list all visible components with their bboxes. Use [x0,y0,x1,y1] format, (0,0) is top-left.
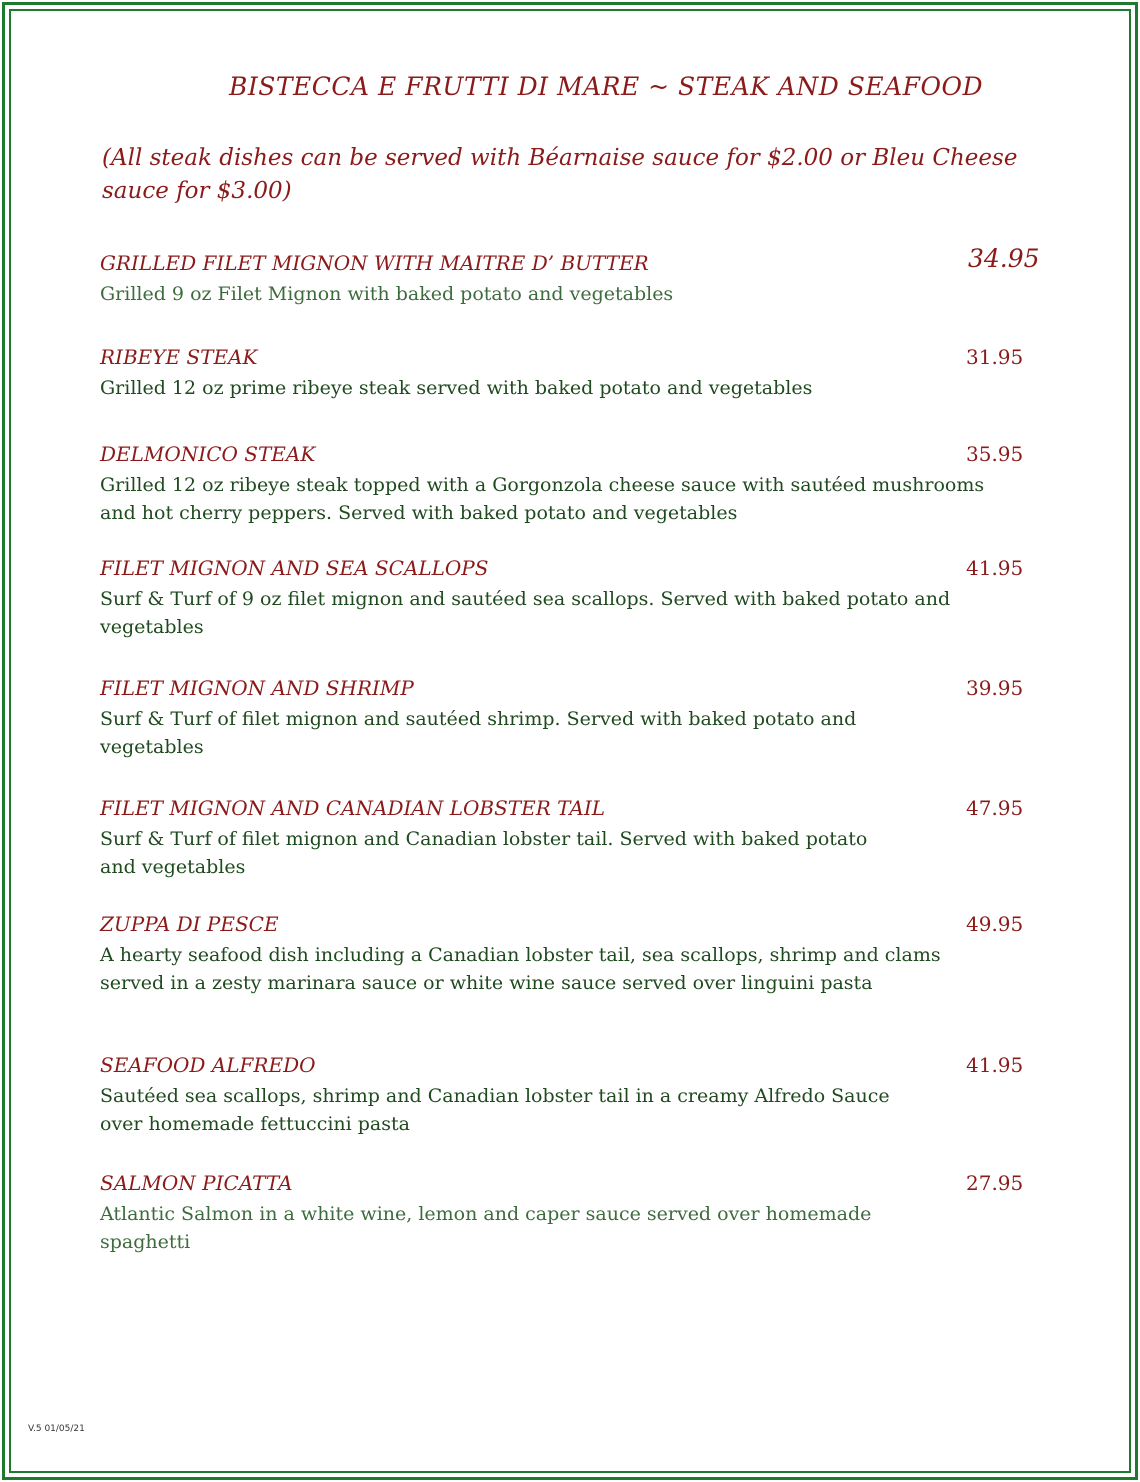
item-name: FILET MIGNON AND CANADIAN LOBSTER TAIL [100,796,606,820]
item-name: FILET MIGNON AND SHRIMP [100,676,414,700]
sauce-note: (All steak dishes can be served with Béarnaise sauce for $2.00 or Bleu Cheese sauce for $3.00) [102,145,1018,204]
item-name: DELMONICO STEAK [100,442,316,466]
item-description: Surf & Turf of 9 oz filet mignon and sautéed sea scallops. Served with baked potato and vegetables [100,588,951,638]
menu-item [100,675,1050,761]
menu-item [100,555,1050,641]
item-description: Surf & Turf of filet mignon and sautéed shrimp. Served with baked potato and vegetables [100,708,857,758]
item-price: 41.95 [966,1053,1024,1077]
item-name: FILET MIGNON AND SEA SCALLOPS [100,556,489,580]
item-price: 34.95 [968,244,1040,273]
menu-item [100,911,1050,997]
item-description: Sautéed sea scallops, shrimp and Canadian lobster tail in a creamy Alfredo Sauce over homemade fettuccini pasta [100,1085,890,1135]
item-price: 47.95 [966,796,1024,820]
version-stamp: V.5 01/05/21 [28,1424,85,1434]
item-description: A hearty seafood dish including a Canadian lobster tail, sea scallops, shrimp and clams served in a zesty marinara sauce or white wine sauce served over linguini pasta [100,944,941,994]
menu-item [100,795,1050,881]
menu-section-title: BISTECCA E FRUTTI DI MARE ~ STEAK AND SEAFOOD [228,72,984,101]
item-name: SEAFOOD ALFREDO [100,1053,316,1077]
item-price: 39.95 [966,676,1024,700]
item-description: Grilled 9 oz Filet Mignon with baked potato and vegetables [100,283,674,305]
item-name: SALMON PICATTA [100,1171,293,1195]
item-description: Grilled 12 oz prime ribeye steak served with baked potato and vegetables [100,377,813,399]
item-price: 31.95 [966,345,1024,369]
item-name: RIBEYE STEAK [100,345,258,369]
item-price: 49.95 [966,912,1024,936]
item-name: GRILLED FILET MIGNON WITH MAITRE D’ BUTTER [100,251,649,275]
item-description: Atlantic Salmon in a white wine, lemon and caper sauce served over homemade spaghetti [100,1203,872,1253]
menu-item [100,344,1050,402]
menu-item [100,1170,1050,1256]
item-description: Grilled 12 oz ribeye steak topped with a Gorgonzola cheese sauce with sautéed mushrooms and hot cherry peppers. Served with baked potato and vegetables [100,474,985,524]
menu-item [100,1052,1050,1138]
item-price: 27.95 [966,1171,1024,1195]
item-name: ZUPPA DI PESCE [100,912,279,936]
menu-item [100,441,1050,527]
item-description: Surf & Turf of filet mignon and Canadian lobster tail. Served with baked potato and vegetables [100,828,868,878]
menu-item [100,244,1050,308]
item-price: 35.95 [966,442,1024,466]
item-price: 41.95 [966,556,1024,580]
